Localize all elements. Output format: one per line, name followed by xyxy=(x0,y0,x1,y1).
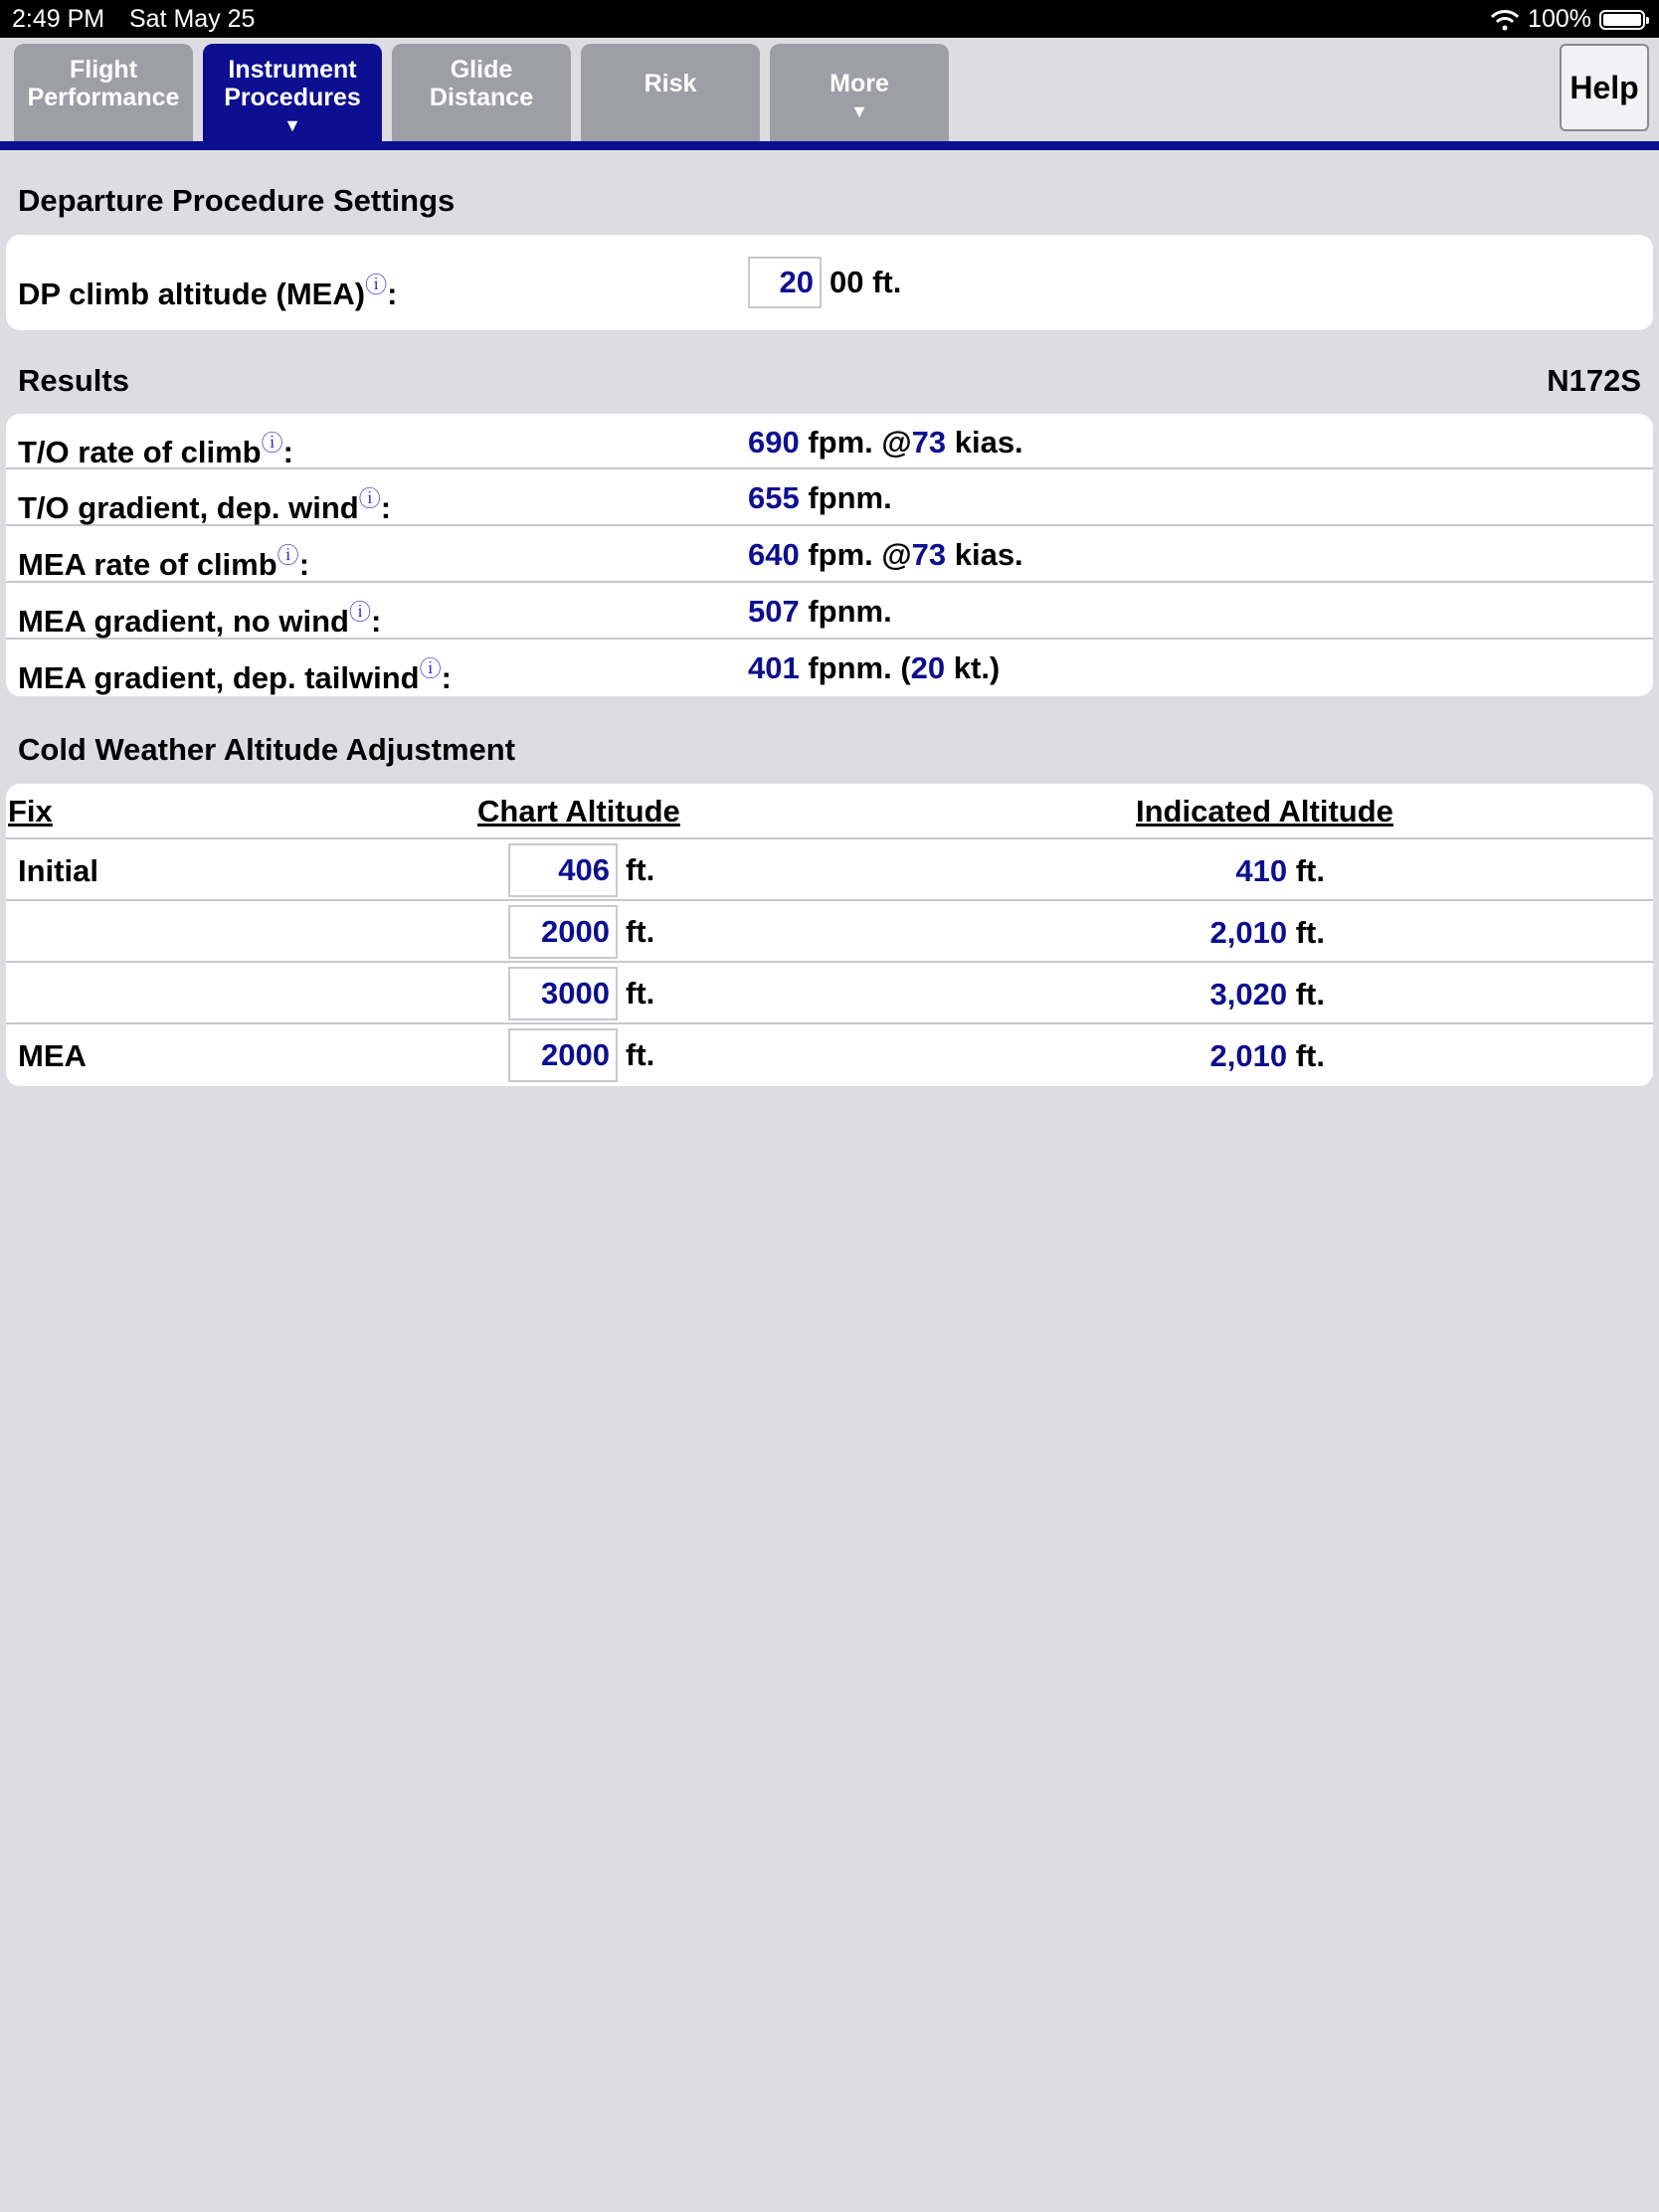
chart-altitude-input[interactable]: 2000 xyxy=(508,905,618,959)
table-header xyxy=(6,784,1653,839)
tab-glide-distance[interactable] xyxy=(392,44,571,141)
wifi-icon xyxy=(1490,9,1520,31)
info-icon[interactable]: ⓘ xyxy=(365,273,388,297)
result-label: MEA gradient, dep. tailwindⓘ: xyxy=(18,656,452,695)
result-value xyxy=(748,650,1000,686)
tab-underline xyxy=(0,141,1659,150)
info-icon[interactable]: ⓘ xyxy=(358,486,381,511)
chart-altitude-input[interactable]: 3000 xyxy=(508,967,618,1020)
result-value xyxy=(748,537,1023,573)
result-number-2: 73 xyxy=(911,537,947,572)
tab-instrument-procedures[interactable] xyxy=(203,44,382,141)
departure-section-title: Departure Procedure Settings xyxy=(18,183,456,218)
result-text: fpnm. xyxy=(799,594,892,629)
indicated-altitude-value: 3,020 xyxy=(1209,977,1288,1012)
dp-climb-altitude-input[interactable]: 20 xyxy=(748,257,822,308)
indicated-altitude-unit: ft. xyxy=(1295,915,1325,950)
status-date: Sat May 25 xyxy=(129,5,256,33)
result-number: 655 xyxy=(748,480,800,515)
info-icon[interactable]: ⓘ xyxy=(348,600,371,625)
chart-altitude-unit: ft. xyxy=(626,914,655,949)
tab-risk[interactable] xyxy=(581,44,760,141)
result-label: MEA rate of climbⓘ: xyxy=(18,543,310,582)
info-icon[interactable]: ⓘ xyxy=(419,656,442,681)
departure-settings-card xyxy=(6,235,1653,330)
column-header-chart-altitude: Chart Altitude xyxy=(477,794,680,829)
tab-glide-distance-line1: Glide xyxy=(450,56,513,84)
battery-icon xyxy=(1599,10,1645,30)
fix-name: Initial xyxy=(18,853,98,888)
result-value xyxy=(748,480,892,516)
info-icon[interactable]: ⓘ xyxy=(261,431,283,456)
result-row-to-rate-of-climb xyxy=(6,414,1653,469)
aircraft-id: N172S xyxy=(1547,363,1641,398)
tab-more-label: More xyxy=(830,70,889,97)
indicated-altitude-cell xyxy=(1210,1038,1325,1074)
result-text: fpnm. xyxy=(799,480,892,515)
column-header-indicated-altitude: Indicated Altitude xyxy=(1136,794,1393,829)
info-icon[interactable]: ⓘ xyxy=(276,543,299,568)
result-number: 690 xyxy=(748,425,800,460)
tab-flight-performance-line1: Flight xyxy=(69,56,138,84)
tab-glide-distance-line2: Distance xyxy=(429,84,534,111)
indicated-altitude-unit: ft. xyxy=(1295,1038,1325,1073)
battery-percent: 100% xyxy=(1528,5,1591,33)
results-card xyxy=(6,414,1653,696)
result-label-text: T/O rate of climb xyxy=(18,435,262,469)
tab-flight-performance-line2: Performance xyxy=(27,84,180,111)
indicated-altitude-value: 2,010 xyxy=(1209,1038,1288,1073)
help-button[interactable]: Help xyxy=(1560,44,1649,131)
result-text-2: kias. xyxy=(946,537,1023,572)
result-text: fpm. @ xyxy=(799,537,912,572)
table-row xyxy=(6,839,1653,901)
result-text: fpnm. ( xyxy=(799,650,911,685)
column-header-fix: Fix xyxy=(8,794,53,829)
table-row xyxy=(6,963,1653,1024)
result-label: T/O rate of climbⓘ: xyxy=(18,431,293,469)
result-text-2: kias. xyxy=(946,425,1023,460)
indicated-altitude-cell xyxy=(1235,853,1325,889)
tab-bar xyxy=(0,38,1659,141)
dropdown-arrow-icon: ▼ xyxy=(283,115,301,135)
tab-flight-performance[interactable] xyxy=(14,44,193,141)
result-label-text: T/O gradient, dep. wind xyxy=(18,490,359,525)
chart-altitude-input[interactable]: 2000 xyxy=(508,1028,618,1082)
result-label-text: MEA rate of climb xyxy=(18,547,277,582)
chart-altitude-cell xyxy=(508,1028,654,1082)
result-label: MEA gradient, no windⓘ: xyxy=(18,600,382,639)
tab-instrument-procedures-line1: Instrument xyxy=(228,56,357,84)
status-right xyxy=(1490,5,1645,34)
chart-altitude-cell xyxy=(508,967,654,1020)
result-row-mea-rate-of-climb xyxy=(6,526,1653,583)
result-number-2: 20 xyxy=(910,650,946,685)
dp-climb-altitude-suffix: 00 ft. xyxy=(830,265,902,299)
result-number: 640 xyxy=(748,537,800,572)
chart-altitude-unit: ft. xyxy=(626,976,655,1011)
cold-weather-section-title: Cold Weather Altitude Adjustment xyxy=(18,732,516,767)
indicated-altitude-unit: ft. xyxy=(1295,853,1325,888)
dp-climb-altitude-value xyxy=(748,257,901,308)
chart-altitude-unit: ft. xyxy=(626,852,655,887)
tab-more[interactable] xyxy=(770,44,949,141)
result-label-text: MEA gradient, dep. tailwind xyxy=(18,660,420,695)
results-section-title: Results xyxy=(18,363,129,398)
status-bar xyxy=(0,0,1659,38)
indicated-altitude-cell xyxy=(1210,915,1325,951)
result-number: 401 xyxy=(748,650,800,685)
result-text: fpm. @ xyxy=(799,425,912,460)
chart-altitude-unit: ft. xyxy=(626,1037,655,1072)
tab-risk-label: Risk xyxy=(644,70,697,97)
chart-altitude-input[interactable]: 406 xyxy=(508,843,618,897)
dp-climb-altitude-text: DP climb altitude (MEA) xyxy=(18,276,366,311)
indicated-altitude-cell xyxy=(1210,977,1325,1013)
chart-altitude-cell xyxy=(508,905,654,959)
result-label: T/O gradient, dep. windⓘ: xyxy=(18,486,392,525)
tab-instrument-procedures-line2: Procedures xyxy=(224,84,361,111)
chart-altitude-cell xyxy=(508,843,654,897)
status-time: 2:49 PM xyxy=(12,5,105,33)
indicated-altitude-value: 410 xyxy=(1235,853,1288,888)
result-row-mea-gradient-no-wind xyxy=(6,583,1653,640)
result-number: 507 xyxy=(748,594,800,629)
result-row-mea-gradient-tailwind xyxy=(6,640,1653,696)
result-value xyxy=(748,594,892,630)
table-row xyxy=(6,1024,1653,1086)
fix-name: MEA xyxy=(18,1038,87,1073)
result-text-2: kt.) xyxy=(945,650,1001,685)
indicated-altitude-unit: ft. xyxy=(1295,977,1325,1012)
result-value xyxy=(748,425,1023,461)
cold-weather-card xyxy=(6,784,1653,1086)
dp-climb-altitude-label: DP climb altitude (MEA)ⓘ: xyxy=(18,273,398,311)
table-row xyxy=(6,901,1653,963)
result-row-to-gradient xyxy=(6,469,1653,526)
result-label-text: MEA gradient, no wind xyxy=(18,604,349,639)
result-number-2: 73 xyxy=(911,425,947,460)
dropdown-arrow-icon: ▼ xyxy=(850,101,868,121)
indicated-altitude-value: 2,010 xyxy=(1209,915,1288,950)
